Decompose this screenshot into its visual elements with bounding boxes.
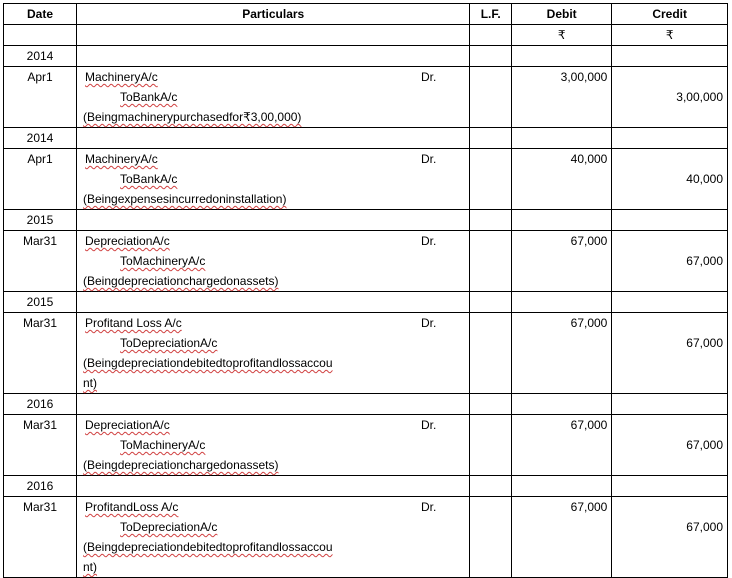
dr-label: Dr. <box>421 70 437 84</box>
journal-entry-row <box>4 313 728 394</box>
debit-account: ProfitandLoss A/c <box>85 500 179 514</box>
entry-lf <box>470 67 512 128</box>
debit-currency-symbol: ₹ <box>511 25 611 46</box>
entry-particulars <box>77 67 470 128</box>
entry-credit-cell <box>612 149 728 210</box>
header-credit: Credit <box>612 4 728 25</box>
credit-spacer <box>612 67 723 87</box>
debit-account: DepreciationA/c <box>85 418 170 432</box>
credit-account-line <box>77 435 469 455</box>
year-blank-lf <box>470 128 512 149</box>
debit-amount: 40,000 <box>570 152 608 166</box>
debit-account-line <box>77 67 469 87</box>
narration-text: (Beingexpensesincurredoninstallation) <box>83 192 287 206</box>
year-row <box>4 476 728 497</box>
credit-amount: 67,000 <box>686 336 723 350</box>
entry-date: Apr1 <box>4 67 77 128</box>
header-row <box>4 4 728 25</box>
entry-credit-cell <box>612 497 728 578</box>
credit-account: ToBankA/c <box>120 90 178 104</box>
credit-currency-symbol: ₹ <box>612 25 728 46</box>
entry-date: Mar31 <box>4 497 77 578</box>
credit-account: ToDepreciationA/c <box>120 336 218 350</box>
entry-debit-cell <box>511 149 611 210</box>
debit-amount: 67,000 <box>570 418 608 432</box>
narration-line <box>77 353 469 373</box>
entry-credit-cell <box>612 231 728 292</box>
debit-account-line <box>77 415 469 435</box>
entry-date: Mar31 <box>4 313 77 394</box>
header-particulars: Particulars <box>77 4 470 25</box>
credit-account: ToMachineryA/c <box>120 438 206 452</box>
entry-year: 2016 <box>4 476 77 497</box>
entry-date: Mar31 <box>4 231 77 292</box>
year-blank-credit <box>612 394 728 415</box>
year-blank-debit <box>511 476 611 497</box>
credit-spacer <box>612 231 723 251</box>
entry-debit-cell <box>511 231 611 292</box>
entry-debit-cell <box>511 67 611 128</box>
year-blank-credit <box>612 210 728 231</box>
narration-text: (Beingdepreciationdebitedtoprofitandlossaccou <box>83 356 333 370</box>
currency-row <box>4 25 728 46</box>
entry-lf <box>470 313 512 394</box>
credit-account-line <box>77 87 469 107</box>
narration-text: nt) <box>83 560 98 574</box>
year-blank-particulars <box>77 46 470 67</box>
dr-label: Dr. <box>421 316 437 330</box>
debit-account-line <box>77 231 469 251</box>
narration-text: (Beingmachinerypurchasedfor₹3,00,000) <box>83 110 302 124</box>
currency-blank-particulars <box>77 25 470 46</box>
journal-body <box>4 46 728 578</box>
credit-spacer <box>612 415 723 435</box>
year-blank-particulars <box>77 394 470 415</box>
entry-credit-cell <box>612 67 728 128</box>
journal-entry-row <box>4 67 728 128</box>
entry-lf <box>470 149 512 210</box>
debit-account-line <box>77 313 469 333</box>
year-blank-lf <box>470 46 512 67</box>
debit-amount: 3,00,000 <box>560 70 608 84</box>
credit-account: ToMachineryA/c <box>120 254 206 268</box>
year-blank-lf <box>470 210 512 231</box>
entry-date: Mar31 <box>4 415 77 476</box>
journal-entry-row <box>4 415 728 476</box>
narration-line <box>77 455 469 475</box>
year-blank-debit <box>511 292 611 313</box>
debit-amount: 67,000 <box>570 316 608 330</box>
year-row <box>4 128 728 149</box>
entry-lf <box>470 497 512 578</box>
year-blank-credit <box>612 128 728 149</box>
year-blank-debit <box>511 128 611 149</box>
year-blank-particulars <box>77 128 470 149</box>
entry-year: 2016 <box>4 394 77 415</box>
credit-account-line <box>77 169 469 189</box>
entry-particulars <box>77 149 470 210</box>
debit-account: Profitand Loss A/c <box>85 316 182 330</box>
credit-account: ToDepreciationA/c <box>120 520 218 534</box>
credit-spacer <box>612 497 723 517</box>
currency-blank-lf <box>470 25 512 46</box>
year-blank-lf <box>470 394 512 415</box>
entry-debit-cell <box>511 313 611 394</box>
dr-label: Dr. <box>421 152 437 166</box>
debit-amount: 67,000 <box>570 500 608 514</box>
year-blank-lf <box>470 292 512 313</box>
entry-credit-cell <box>612 313 728 394</box>
narration-line <box>77 373 469 393</box>
debit-amount: 67,000 <box>570 234 608 248</box>
dr-label: Dr. <box>421 234 437 248</box>
credit-amount: 40,000 <box>686 172 723 186</box>
narration-line <box>77 537 469 557</box>
debit-account: MachineryA/c <box>85 70 158 84</box>
header-lf: L.F. <box>470 4 512 25</box>
credit-account-line <box>77 251 469 271</box>
debit-account: MachineryA/c <box>85 152 158 166</box>
dr-label: Dr. <box>421 418 437 432</box>
entry-year: 2015 <box>4 210 77 231</box>
entry-particulars <box>77 313 470 394</box>
header-date: Date <box>4 4 77 25</box>
narration-line <box>77 107 469 127</box>
year-blank-particulars <box>77 292 470 313</box>
entry-debit-cell <box>511 415 611 476</box>
year-row <box>4 210 728 231</box>
credit-account: ToBankA/c <box>120 172 178 186</box>
debit-account-line <box>77 149 469 169</box>
credit-amount: 67,000 <box>686 520 723 534</box>
debit-account: DepreciationA/c <box>85 234 170 248</box>
entry-lf <box>470 415 512 476</box>
credit-amount: 67,000 <box>686 438 723 452</box>
credit-spacer <box>612 149 723 169</box>
narration-line <box>77 557 469 577</box>
credit-amount: 3,00,000 <box>676 90 723 104</box>
entry-year: 2014 <box>4 46 77 67</box>
narration-line <box>77 189 469 209</box>
credit-account-line <box>77 333 469 353</box>
header-debit: Debit <box>511 4 611 25</box>
year-blank-debit <box>511 210 611 231</box>
year-blank-credit <box>612 292 728 313</box>
journal-table <box>3 3 728 578</box>
journal-entry-row <box>4 149 728 210</box>
entry-particulars <box>77 231 470 292</box>
year-row <box>4 394 728 415</box>
credit-amount: 67,000 <box>686 254 723 268</box>
year-blank-lf <box>470 476 512 497</box>
narration-line <box>77 271 469 291</box>
entry-particulars <box>77 415 470 476</box>
entry-year: 2015 <box>4 292 77 313</box>
year-blank-particulars <box>77 210 470 231</box>
narration-text: nt) <box>83 376 98 390</box>
entry-year: 2014 <box>4 128 77 149</box>
entry-particulars <box>77 497 470 578</box>
dr-label: Dr. <box>421 500 437 514</box>
entry-date: Apr1 <box>4 149 77 210</box>
narration-text: (Beingdepreciationchargedonassets) <box>83 274 279 288</box>
year-row <box>4 292 728 313</box>
journal-entry-row <box>4 231 728 292</box>
year-blank-debit <box>511 46 611 67</box>
year-row <box>4 46 728 67</box>
year-blank-debit <box>511 394 611 415</box>
year-blank-credit <box>612 476 728 497</box>
debit-account-line <box>77 497 469 517</box>
narration-text: (Beingdepreciationchargedonassets) <box>83 458 279 472</box>
credit-spacer <box>612 313 723 333</box>
year-blank-credit <box>612 46 728 67</box>
narration-text: (Beingdepreciationdebitedtoprofitandlossaccou <box>83 540 333 554</box>
journal-entry-row <box>4 497 728 578</box>
entry-credit-cell <box>612 415 728 476</box>
entry-debit-cell <box>511 497 611 578</box>
entry-lf <box>470 231 512 292</box>
year-blank-particulars <box>77 476 470 497</box>
currency-blank-date <box>4 25 77 46</box>
credit-account-line <box>77 517 469 537</box>
